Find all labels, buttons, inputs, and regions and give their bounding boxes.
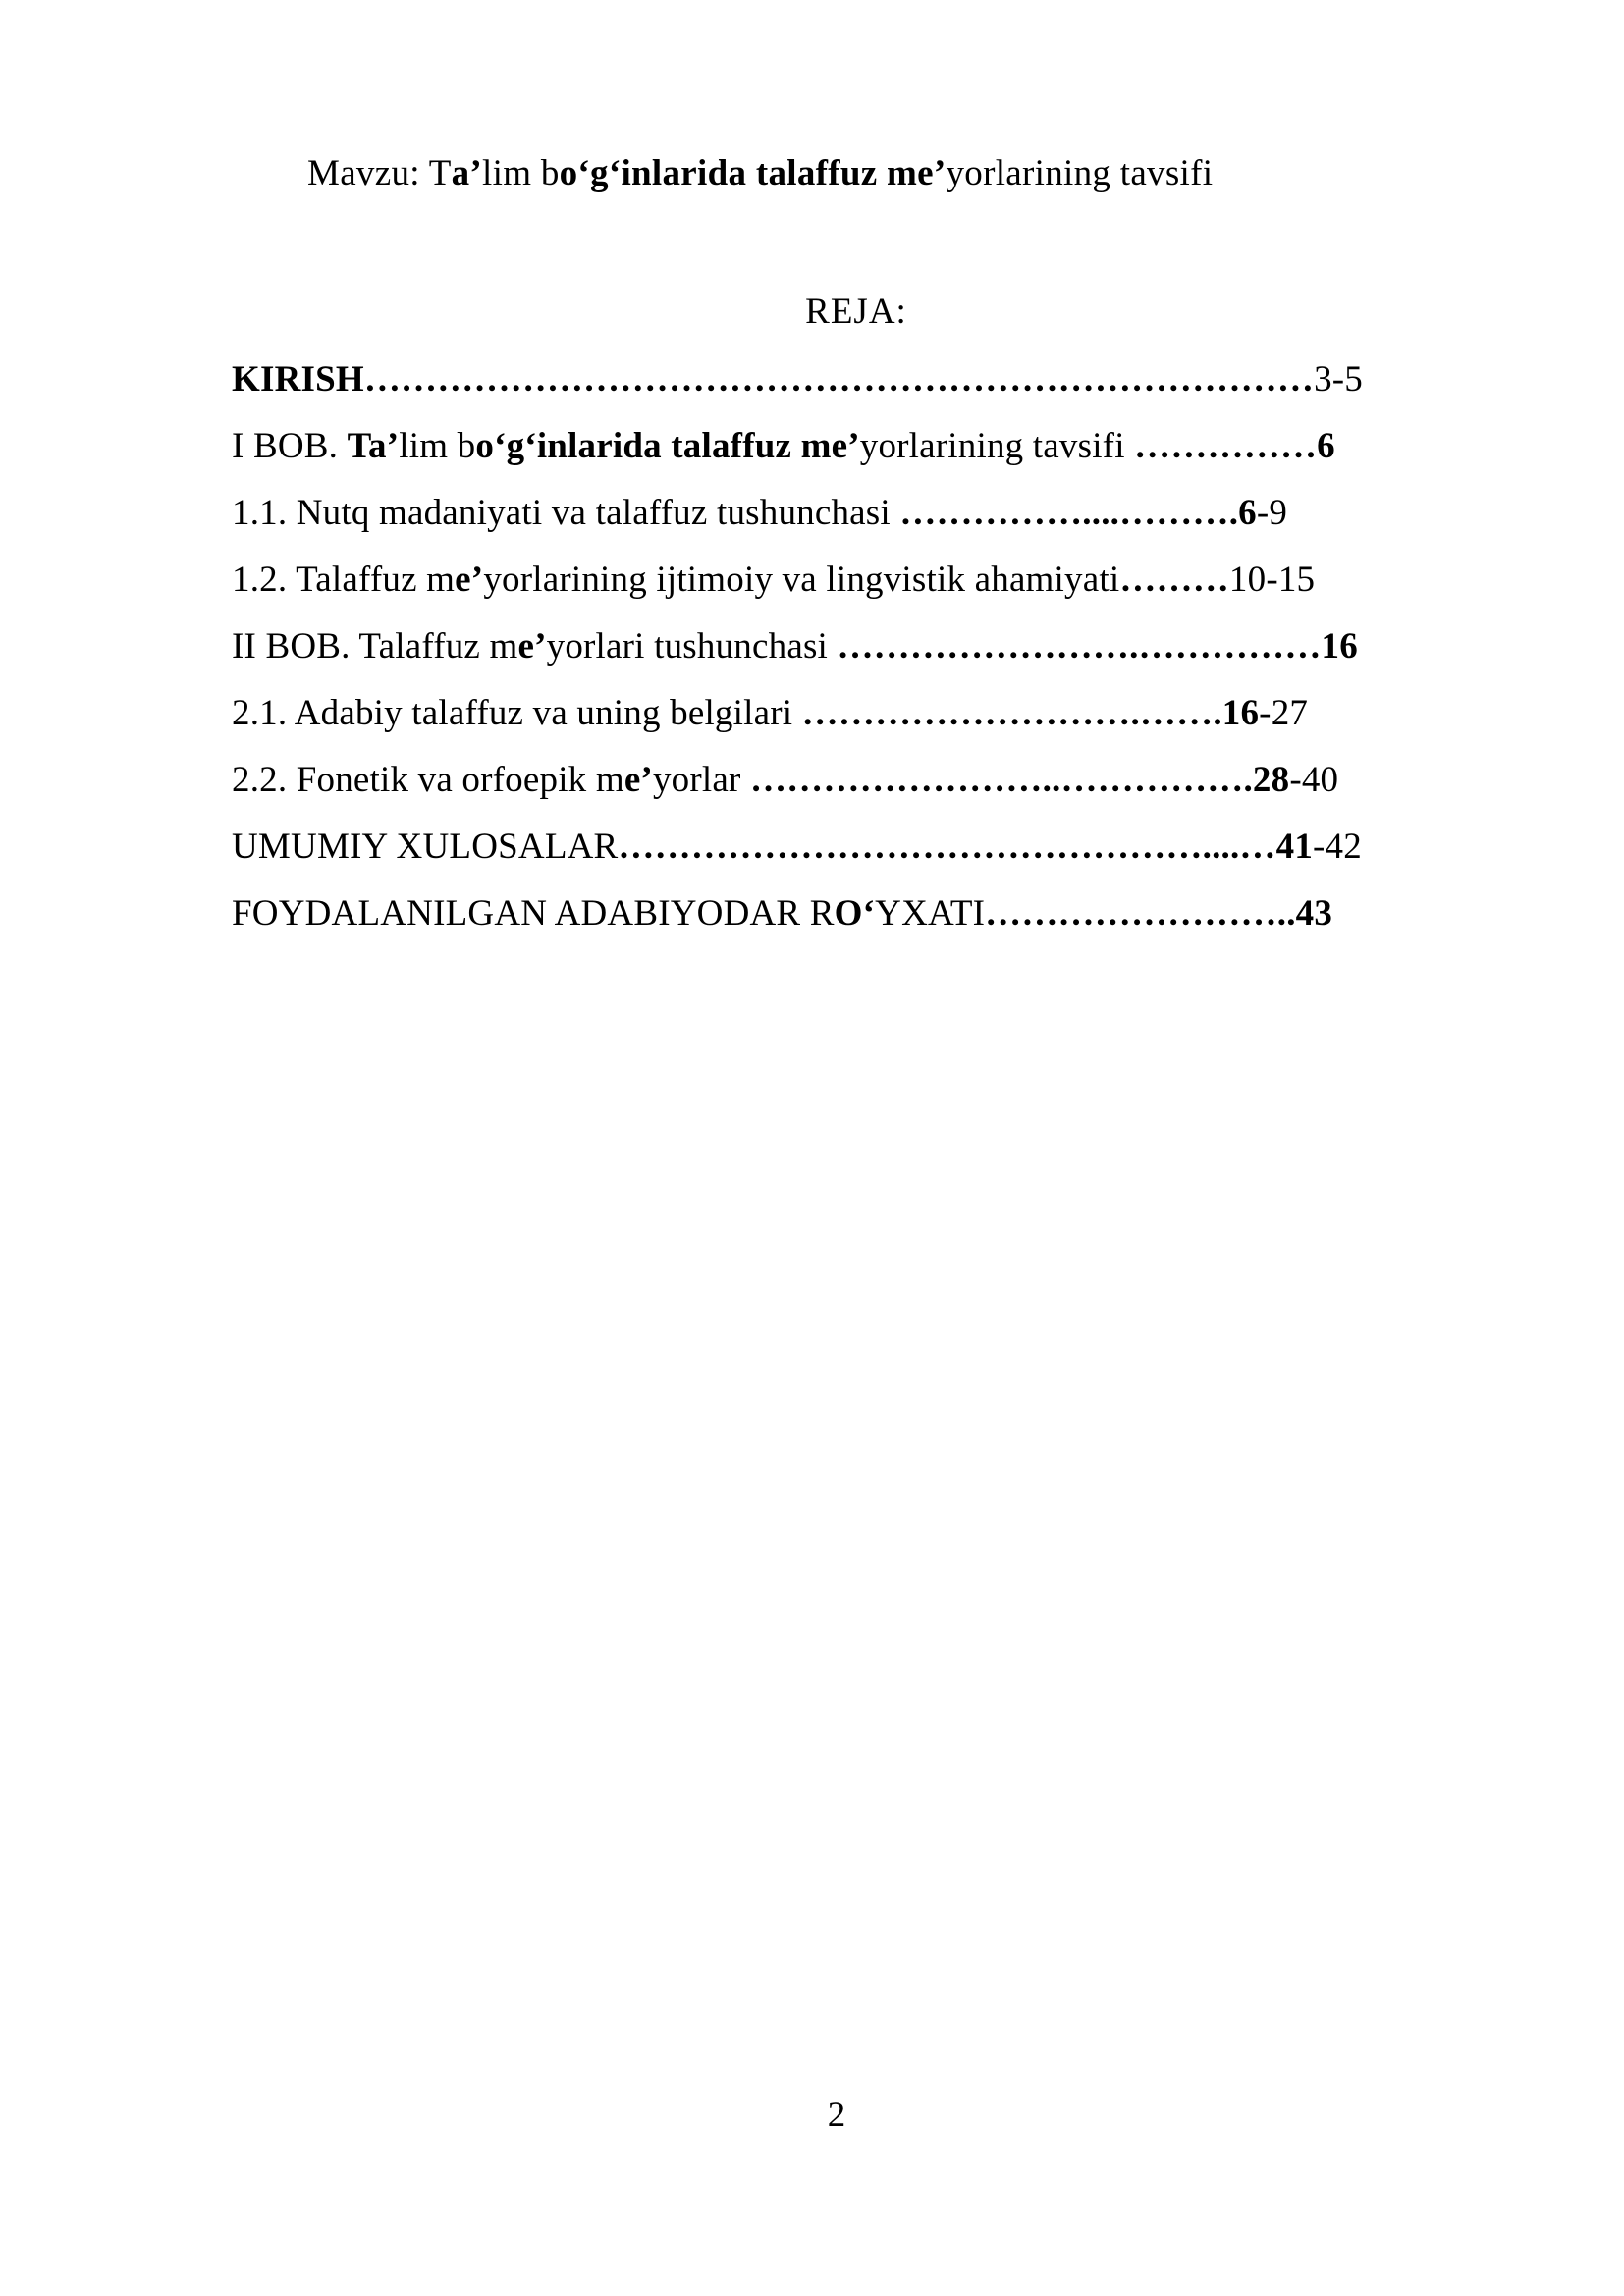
toc-entry-pages: -27 (1259, 693, 1309, 733)
toc-entry-references (232, 889, 1439, 956)
toc-entry-pages: ……………6 (1134, 426, 1335, 466)
toc-entry-text: yorlar (652, 760, 750, 800)
toc-entry-text: I BOB. (232, 426, 348, 466)
toc-entry-chapter-1 (232, 422, 1439, 489)
topic-text: yorlarining tavsifi (946, 153, 1214, 193)
toc-entry-section-2-1 (232, 689, 1439, 756)
toc-entry-text: O‘ (834, 893, 876, 934)
toc-entry-text: e’ (517, 626, 547, 667)
toc-entry-text: 1.1. Nutq madaniyati va talaffuz tushunchasi (232, 493, 900, 533)
toc-entry-leader: ……………....……….6 (899, 493, 1257, 533)
topic-title (307, 152, 1213, 194)
toc-entry-pages: -42 (1313, 827, 1362, 867)
toc-entry-text: YXATI (875, 893, 986, 934)
toc-entry-pages: …………………….……………16 (837, 626, 1358, 667)
toc-entry-pages: 3-5 (1314, 359, 1363, 400)
toc-entry-leader: ……… (1119, 560, 1229, 600)
toc-entry-text: yorlarining ijtimoiy va lingvistik ahamiyati (483, 560, 1120, 600)
toc-entry-text: 1.2. Talaffuz m (232, 560, 456, 600)
toc-entry-text: 2.1. Adabiy talaffuz va uning belgilari (232, 693, 802, 733)
toc-entry-pages: ……………………..43 (985, 893, 1333, 934)
toc-entry-title: KIRISH…………………………………………………………………… (232, 359, 1315, 400)
toc-entry-text: e’ (455, 560, 484, 600)
topic-text: Mavzu: T (307, 153, 452, 193)
toc-entry-text: yorlarining tavsifi (859, 426, 1135, 466)
toc-entry-section-1-1 (232, 489, 1439, 556)
toc-entry-text: 2.2. Fonetik va orfoepik m (232, 760, 624, 800)
toc-entry-conclusions (232, 823, 1439, 889)
topic-text: o‘g‘inlarida talaffuz me’ (559, 153, 947, 193)
page-number: 2 (827, 2095, 846, 2135)
toc-entry-text: II BOB. Talaffuz m (232, 626, 518, 667)
topic-text: lim b (482, 153, 560, 193)
toc-entry-kirish (232, 355, 1439, 422)
toc-entry-leader: …………………………………………....…41 (618, 827, 1314, 867)
toc-entry-text: e’ (623, 760, 653, 800)
toc-entry-pages: -9 (1256, 493, 1288, 533)
toc-entry-pages: 10-15 (1228, 560, 1316, 600)
toc-entry-text: UMUMIY XULOSALAR (232, 827, 619, 867)
toc-entry-section-1-2 (232, 556, 1439, 622)
table-of-contents (232, 355, 1439, 956)
toc-entry-pages: -40 (1289, 760, 1339, 800)
toc-entry-chapter-2 (232, 622, 1439, 689)
plan-heading: REJA: (805, 292, 907, 332)
toc-entry-text: yorlari tushunchasi (546, 626, 838, 667)
toc-entry-text: Ta’ (347, 426, 400, 466)
toc-entry-leader: ……………………….…….16 (801, 693, 1260, 733)
toc-entry-text: o‘g‘inlarida talaffuz me’ (475, 426, 860, 466)
topic-text: a’ (451, 153, 483, 193)
toc-entry-text: FOYDALANILGAN ADABIYODAR R (232, 893, 835, 934)
toc-entry-section-2-2 (232, 756, 1439, 823)
toc-entry-leader: ……………………..…………….28 (749, 760, 1290, 800)
toc-entry-text: lim b (399, 426, 476, 466)
